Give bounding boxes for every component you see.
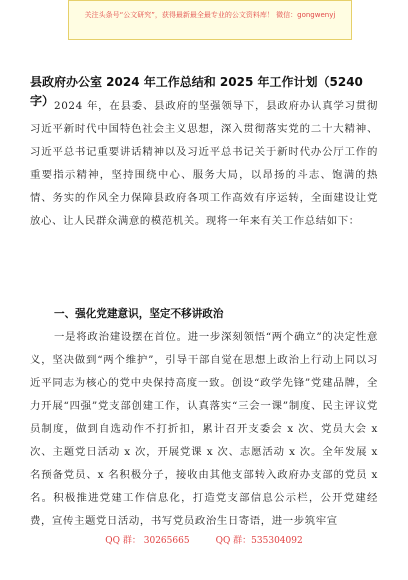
section-heading: 一、强化党建意识，坚定不移讲政治 [54, 308, 224, 320]
footer [0, 535, 408, 547]
footer-qq-group-1: QQ 群： 30265665 [105, 536, 190, 546]
section-body-paragraph: 一是将政治建设摆在首位。进一步深刻领悟“两个确立”的决定性意义，坚决做到“两个维护”，引导干部自觉在思想上政治上行动上同以习近平同志为核心的党中央保持高度一致。创设“政学先锋”党建品牌，全力开展“四强”党支部创建工作，认真落实“三会一课”制度、民主评议党员制度，做到自选动作不打折扣，累计召开支委会 x 次、党员大会 x 次、主题党日活动 x 次，开展党课 x 次、志愿活动 x 次。全年发展 x 名预备党员、x 名积极分子，接收由其他支部转入政府办支部的党员 x 名。积极推进党建工作信息化，打造党支部信息公示栏，公开党建经费，宣传主题党日活动，书写党员政治生日寄语，进一步筑牢宣 [30, 331, 378, 527]
promo-banner [68, 0, 352, 40]
document-title: 县政府办公室 2024 年工作总结和 2025 年工作计划（5240 字） [30, 75, 363, 108]
promo-banner-text: 关注头条号“公文研究”，获得最新最全最专业的公文资料库！ 微信：gongwenyj [84, 11, 336, 19]
intro-paragraph: 2024 年，在县委、县政府的坚强领导下，县政府办认真学习贯彻习近平新时代中国特色社会主义思想，深入贯彻落实党的二十大精神、习近平总书记重要讲话精神以及习近平总书记关于新时代办公厅工作的重要指示精神，坚持围绕中心、服务大局，以昂扬的斗志、饱满的热情、务实的作风全力保障县政府各项工作高效有序运转，全面建设让党放心、让人民群众满意的模范机关。现将一年来有关工作总结如下： [30, 100, 378, 227]
footer-qq-group-2: QQ 群：535304092 [215, 536, 303, 546]
